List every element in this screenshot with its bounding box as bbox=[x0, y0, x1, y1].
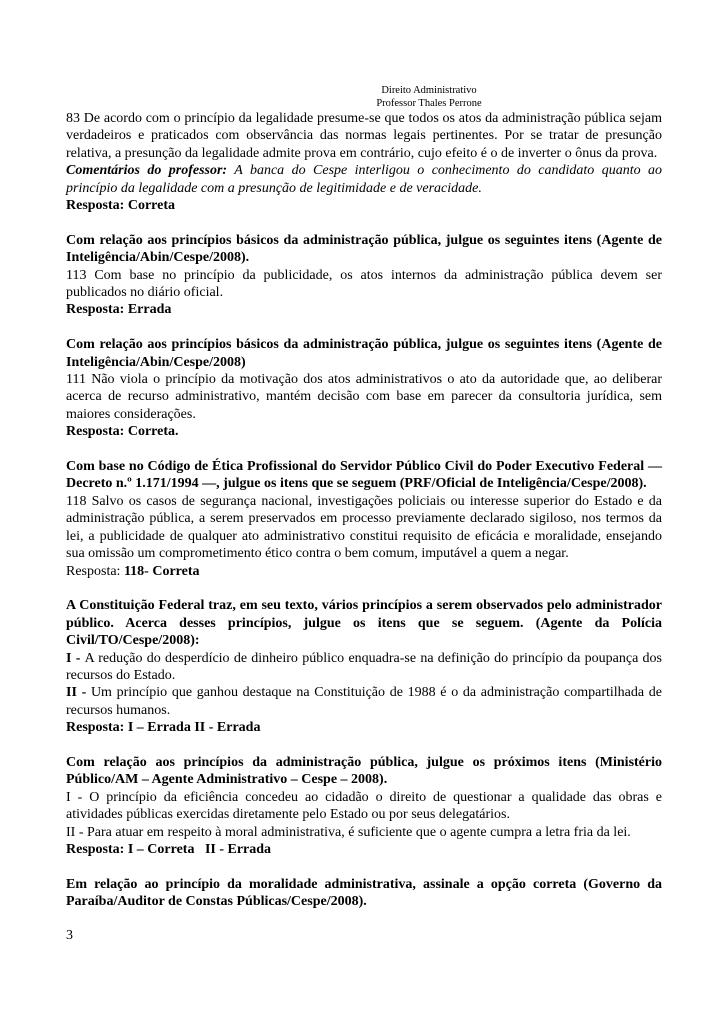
question-moral-heading: Em relação ao princípio da moralidade administrativa, assinale a opção correta (Governo da Paraíba/Auditor de Constas Públicas/Cespe/2008). bbox=[66, 876, 662, 910]
question-113-heading: Com relação aos princípios básicos da administração pública, julgue os seguintes itens (Agente de Inteligência/Abin/Cespe/2008). bbox=[66, 232, 662, 266]
question-118-answer bbox=[66, 563, 662, 580]
question-cf-item-2 bbox=[66, 684, 662, 719]
page-number: 3 bbox=[66, 928, 73, 943]
question-cf-answer: Resposta: I – Errada II - Errada bbox=[66, 720, 261, 736]
question-83-text: 83 De acordo com o princípio da legalidade presume-se que todos os atos da administração pública sejam verdadeiros e praticados com observância das normas legais pertinentes. Por se tratar de presunção relativa, a presunção da legalidade admite prova em contrário, cujo efeito é o de inverter o ônus da prova. bbox=[66, 111, 662, 161]
question-mp-answer: Resposta: I – Correta II - Errada bbox=[66, 841, 272, 857]
header-professor: Professor Thales Perrone bbox=[376, 98, 482, 109]
item-text: A redução do desperdício de dinheiro público enquadra-se na definição do princípio da poupança dos recursos do Estado. bbox=[66, 650, 662, 683]
question-113-text: 113 Com base no princípio da publicidade, os atos internos da administração pública devem ser publicados no diário oficial. bbox=[66, 267, 662, 301]
question-113-answer: Resposta: Errada bbox=[66, 302, 172, 318]
answer-value: 118- Correta bbox=[123, 563, 200, 579]
question-118-heading: Com base no Código de Ética Profissional do Servidor Público Civil do Poder Executivo Federal — Decreto n.º 1.171/1994 —, julgue os itens que se seguem (PRF/Oficial de Inteligência/Cespe/2008). bbox=[66, 459, 662, 492]
question-mp-item-2: II - Para atuar em respeito à moral administrativa, é suficiente que o agente cumpra a letra fria da lei. bbox=[66, 824, 631, 840]
header-course: Direito Administrativo bbox=[381, 85, 477, 96]
question-cf-item-1 bbox=[66, 650, 662, 685]
question-111-answer: Resposta: Correta. bbox=[66, 424, 179, 440]
question-cf-heading: A Constituição Federal traz, em seu texto, vários princípios a serem observados pelo administrador público. Acerca desses princípios, julgue os itens que se seguem. (Agente da Polícia Civil/TO/Cespe/2008): bbox=[66, 598, 662, 649]
document-page bbox=[66, 0, 662, 911]
question-111-text: 111 Não viola o princípio da motivação dos atos administrativos o ato da autoridade que, ao deliberar acerca de recurso administrativo, mantém decisão com base em parecer da consultoria jurídica, sem maiores considerações. bbox=[66, 372, 662, 422]
question-111-heading: Com relação aos princípios básicos da administração pública, julgue os seguintes itens (Agente de Inteligência/Abin/Cespe/2008) bbox=[66, 337, 662, 370]
question-mp-heading: Com relação aos princípios da administração pública, julgue os próximos itens (Ministério Público/AM – Agente Administrativo – Cespe – 2008). bbox=[66, 754, 662, 788]
document-content bbox=[66, 110, 662, 911]
item-label: II - bbox=[66, 685, 91, 701]
answer-label: Resposta: bbox=[66, 563, 124, 579]
question-mp-item-1: I - O princípio da eficiência concedeu ao cidadão o direito de questionar a qualidade das obras e atividades públicas exercidas diretamente pelo Estado ou por seus delegatários. bbox=[66, 789, 662, 823]
item-label: I - bbox=[66, 650, 85, 666]
page-header bbox=[66, 0, 662, 110]
question-83-comment bbox=[66, 162, 662, 197]
item-text: Um princípio que ganhou destaque na Constituição de 1988 é o da administração compartilhada de recursos humanos. bbox=[66, 685, 662, 718]
comment-text: A banca do Cespe interligou o conhecimento do candidato quanto ao princípio da legalidade com a presunção de legitimidade e de veracidade. bbox=[66, 163, 663, 196]
question-83-answer: Resposta: Correta bbox=[66, 198, 175, 214]
comment-label: Comentários do professor: bbox=[66, 163, 228, 179]
question-118-text: 118 Salvo os casos de segurança nacional, investigações policiais ou interesse superior do Estado e da administração pública, a serem preservados em processo previamente declarado sigiloso, nos termos da lei, a publicidade de qualquer ato administrativo constitui requisito de eficácia e moralidade, ensejando sua omissão um comprometimento ético contra o bem comum, imputável a quem a negar. bbox=[66, 493, 662, 562]
